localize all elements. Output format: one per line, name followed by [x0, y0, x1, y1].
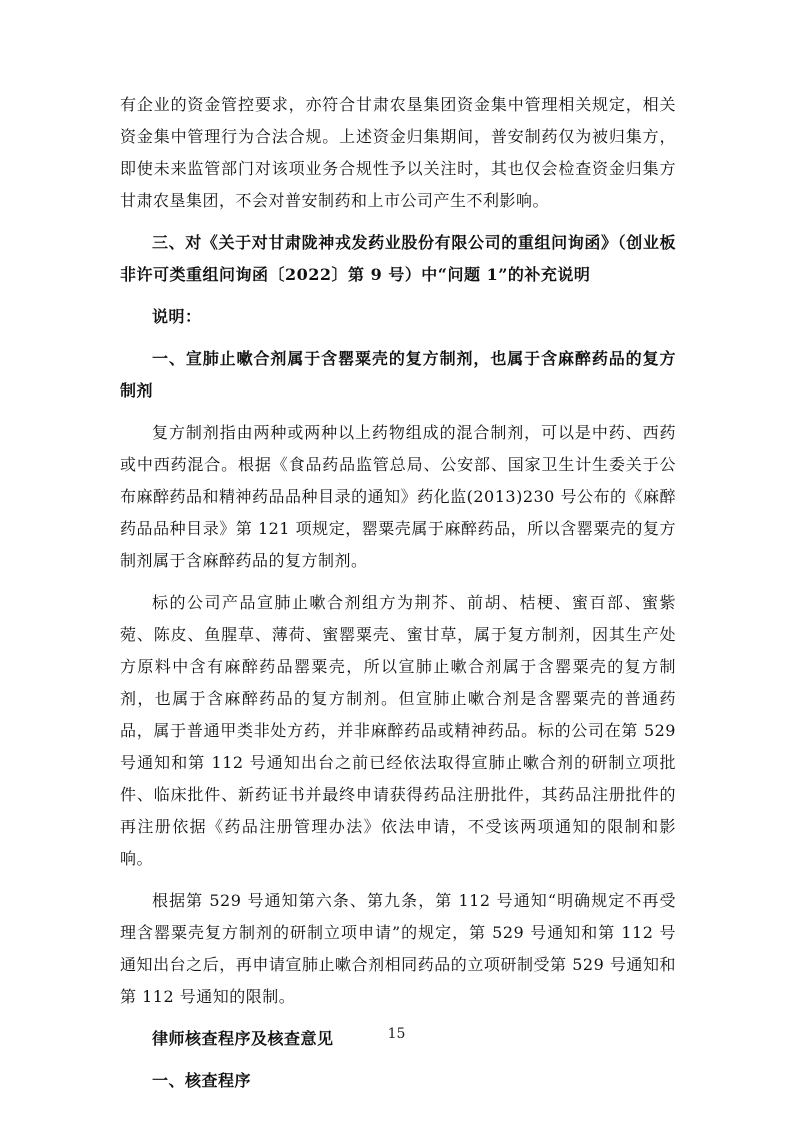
document-body — [120, 89, 676, 1107]
paragraph-notice-restrictions: 根据第 529 号通知第六条、第九条，第 112 号通知“明确规定不再受理含罂粟壳复方制剂的研制立项申请”的规定，第 529 号通知和第 112 号通知出台之后，再申请宣肺止嗽合剂相同药品的立项研制受第 529 号通知和第 112 号通知的限制。 — [120, 891, 676, 1006]
page-number: 15 — [387, 1026, 406, 1042]
sub-heading-compound-preparation: 一、宣肺止嗽合剂属于含罂粟壳的复方制剂，也属于含麻醉药品的复方制剂 — [120, 349, 676, 400]
paragraph-product-formula: 标的公司产品宣肺止嗽合剂组方为荆芥、前胡、桔梗、蜜百部、蜜紫菀、陈皮、鱼腥草、薄荷、蜜罂粟壳、蜜甘草，属于复方制剂，因其生产处方原料中含有麻醉药品罂粟壳，所以宣肺止嗽合剂属于含罂粟壳的复方制剂，也属于含麻醉药品的复方制剂。但宣肺止嗽合剂是含罂粟壳的普通药品，属于普通甲类非处方药，并非麻醉药品或精神药品。标的公司在第 529 号通知和第 112 号通知出台之前已经依法取得宣肺止嗽合剂的研制立项批件、临床批件、新药证书并最终申请获得药品注册批件，其药品注册批件的再注册依据《药品注册管理办法》依法申请，不受该两项通知的限制和影响。 — [120, 593, 676, 868]
paragraph-compound-preparation-definition: 复方制剂指由两种或两种以上药物组成的混合制剂，可以是中药、西药或中西药混合。根据《食品药品监管总局、公安部、国家卫生计生委关于公布麻醉药品和精神药品品种目录的通知》药化监(2013)230 号公布的《麻醉药品品种目录》第 121 项规定，罂粟壳属于麻醉药品，所以含罂粟壳的复方制剂属于含麻醉药品的复方制剂。 — [120, 423, 676, 570]
paragraph-fund-management-continuation: 有企业的资金管控要求，亦符合甘肃农垦集团资金集中管理相关规定，相关资金集中管理行为合法合规。上述资金归集期间，普安制药仅为被归集方，即使未来监管部门对该项业务合规性予以关注时，其也仅会检查资金归集方甘肃农垦集团，不会对普安制药和上市公司产生不利影响。 — [120, 95, 676, 210]
label-explanation: 说明： — [152, 307, 202, 326]
section-heading-lawyer-verification: 律师核查程序及核查意见 — [152, 1029, 334, 1048]
section-heading-inquiry-letter-supplement: 三、对《关于对甘肃陇神戎发药业股份有限公司的重组问询函》（创业板非许可类重组问询函〔2022〕第 9 号）中“问题 1”的补充说明 — [120, 233, 676, 284]
sub-heading-verification-procedure: 一、核查程序 — [152, 1071, 252, 1090]
